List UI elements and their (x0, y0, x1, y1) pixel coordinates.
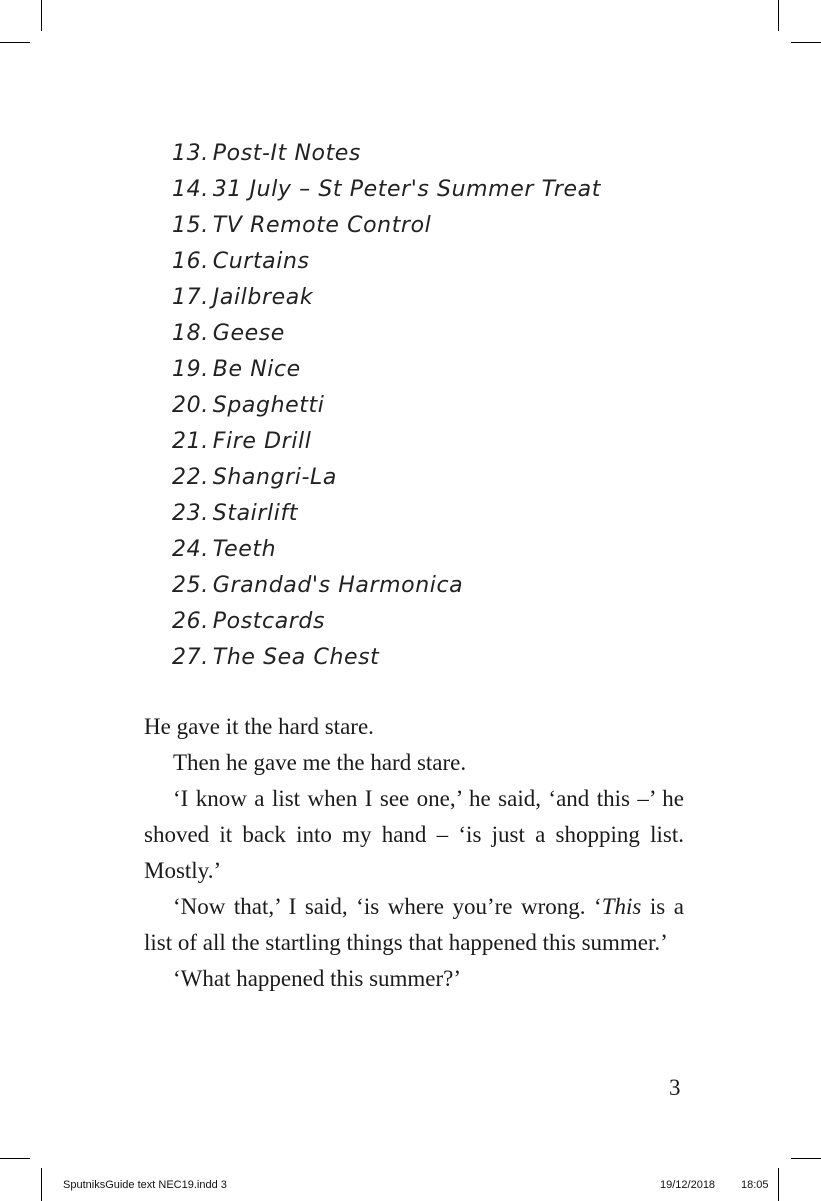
chapter-number: 20. (172, 393, 209, 418)
slug-date: 19/12/2018 (660, 1179, 716, 1191)
page-number: 3 (669, 1075, 681, 1100)
chapter-number: 21. (172, 429, 209, 454)
chapter-number: 18. (172, 321, 209, 346)
chapter-title: Geese (212, 321, 285, 346)
paragraph: ‘I know a list when I see one,’ he said, ‘and this –’ he shoved it back into my hand – ‘is just a shopping list. Mostly.’ (144, 786, 684, 883)
chapter-number: 22. (172, 465, 209, 490)
chapter-title: Grandad's Harmonica (212, 573, 464, 598)
chapter-title: Fire Drill (212, 429, 312, 454)
chapter-number: 19. (172, 357, 209, 382)
chapter-title: TV Remote Control (212, 213, 432, 238)
crop-mark-bottom-right (778, 1168, 779, 1201)
chapter-title: Teeth (212, 537, 277, 562)
chapter-number: 16. (172, 249, 209, 274)
chapter-list-item (172, 424, 601, 460)
crop-mark-bottom-left (41, 1168, 42, 1201)
paragraph-text: is a list of all the startling things that happened this summer.’ (144, 894, 684, 955)
chapter-list-item (172, 604, 601, 640)
chapter-list-item (172, 280, 601, 316)
paragraph: Then he gave me the hard stare. (173, 750, 467, 775)
chapter-number: 27. (172, 645, 209, 670)
chapter-number: 25. (172, 573, 209, 598)
chapter-title: Shangri-La (212, 465, 337, 490)
chapter-list-item (172, 460, 601, 496)
chapter-title: Postcards (212, 609, 326, 634)
chapter-list-item (172, 352, 601, 388)
chapter-number: 24. (172, 537, 209, 562)
slug-time: 18:05 (741, 1179, 769, 1191)
chapter-list-item (172, 136, 601, 172)
chapter-number: 15. (172, 213, 209, 238)
chapter-list-item (172, 640, 601, 676)
chapter-title: Jailbreak (212, 285, 314, 310)
crop-mark-bottom-left-h (0, 1158, 30, 1159)
chapter-list-item (172, 244, 601, 280)
paragraph: He gave it the hard stare. (144, 714, 374, 739)
emphasis: This (601, 894, 642, 919)
chapter-list-item (172, 568, 601, 604)
chapter-number: 14. (172, 177, 209, 202)
chapter-list-item (172, 532, 601, 568)
chapter-list-item (172, 172, 601, 208)
chapter-title: Post-It Notes (212, 141, 361, 166)
chapter-title: The Sea Chest (212, 645, 380, 670)
chapter-title: Curtains (212, 249, 310, 274)
body-text (144, 709, 684, 997)
chapter-list-item (172, 388, 601, 424)
chapter-list-item (172, 496, 601, 532)
slug-file: SputniksGuide text NEC19.indd 3 (63, 1179, 227, 1191)
crop-mark-top-right (778, 0, 779, 31)
chapter-title: Spaghetti (212, 393, 325, 418)
paragraph: ‘What happened this summer?’ (173, 966, 462, 991)
chapter-title: 31 July – St Peter's Summer Treat (212, 177, 601, 202)
chapter-title: Be Nice (212, 357, 301, 382)
chapter-list-item (172, 316, 601, 352)
chapter-number: 26. (172, 609, 209, 634)
chapter-number: 23. (172, 501, 209, 526)
paragraph-text: ‘Now that,’ I said, ‘is where you’re wrong. ‘ (173, 894, 602, 919)
chapter-title: Stairlift (212, 501, 299, 526)
chapter-list (172, 136, 601, 676)
crop-mark-top-right-h (791, 42, 821, 43)
chapter-list-item (172, 208, 601, 244)
chapter-number: 17. (172, 285, 209, 310)
crop-mark-top-left-h (0, 42, 30, 43)
paragraph (144, 889, 684, 961)
crop-mark-top-left (41, 0, 42, 31)
chapter-number: 13. (172, 141, 209, 166)
crop-mark-bottom-right-h (791, 1158, 821, 1159)
